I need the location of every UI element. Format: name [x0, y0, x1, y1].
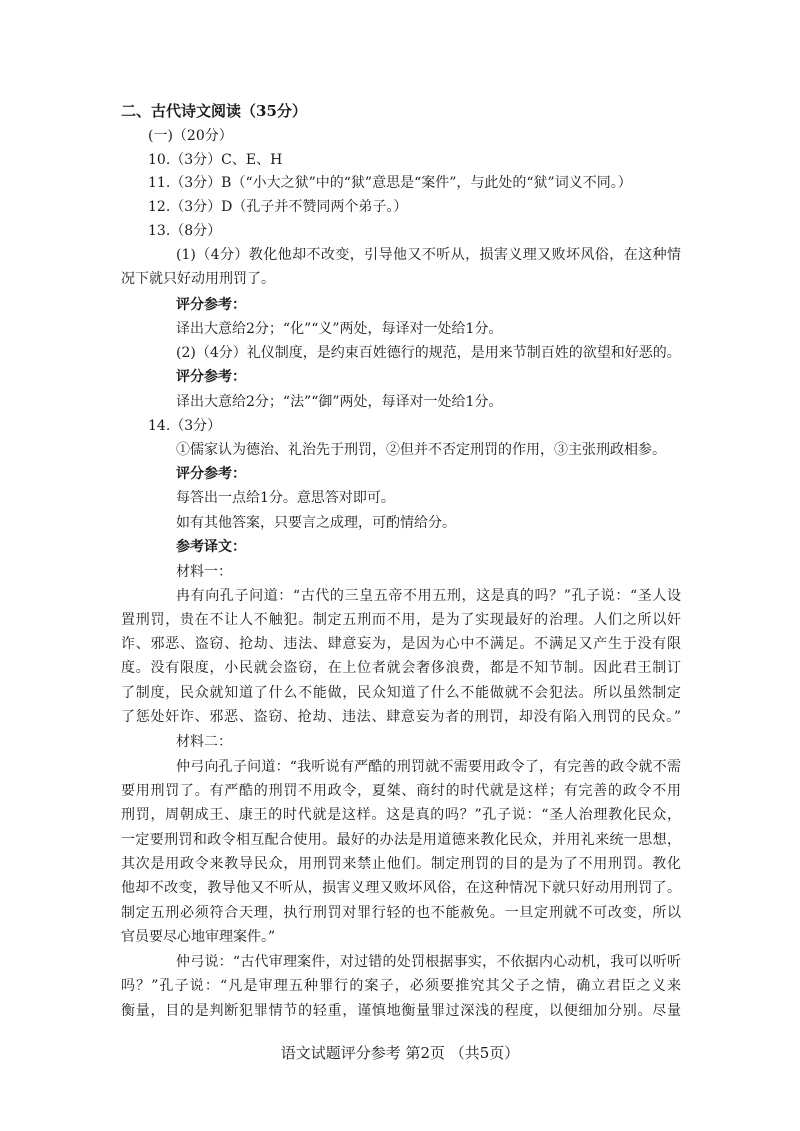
- material-2-line: 官员要尽心地审理案件。”: [121, 929, 276, 945]
- material-1-label: 材料一：: [176, 564, 232, 580]
- material-2-line: 要用刑罚了。有严酷的刑罚不用政令，夏桀、商纣的时代就是这样；有完善的政令不用: [121, 783, 681, 799]
- material-3-line: 仲弓说：“古代审理案件，对过错的处罚根据事实，不依据内心动机，我可以听听: [176, 954, 681, 970]
- material-2-line: 刑罚，周朝成王、康王的时代就是这样。这是真的吗？”孔子说：“圣人治理教化民众，: [121, 807, 681, 823]
- material-2-line: 仲弓向孔子问道：“我听说有严酷的刑罚就不需要用政令了，有完善的政令就不需: [176, 759, 681, 775]
- material-1-line: 了惩处奸诈、邪恶、盗窃、抢劫、违法、肆意妄为者的刑罚，却没有陷入刑罚的民众。”: [121, 709, 681, 725]
- answer-q12: 12.（3分）D（孔子并不赞同两个弟子。）: [148, 199, 408, 215]
- material-3-line: 吗？”孔子说：“凡是审理五种罪行的案子，必须要推究其父子之情，确立君臣之义来: [121, 978, 681, 994]
- material-2-line: 一定要刑罚和政令相互配合使用。最好的办法是用道德来教化民众，并用礼来统一思想，: [121, 832, 681, 848]
- q13-score-text-1: 译出大意给2分；“化”“义”两处，每译对一处给1分。: [176, 321, 503, 337]
- section-title: 二、古代诗文阅读（35分）: [121, 102, 307, 120]
- q13-score-ref-1: 评分参考：: [176, 297, 246, 313]
- q13-part2: (2)（4分）礼仪制度，是约束百姓德行的规范，是用来节制百姓的欲望和好恶的。: [176, 345, 681, 361]
- q14-score-ref: 评分参考：: [176, 466, 246, 482]
- answer-q13-header: 13.（8分）: [148, 223, 222, 239]
- translation-heading: 参考译文：: [176, 539, 246, 555]
- material-2-line: 其次是用政令来教导民众，用刑罚来禁止他们。制定刑罚的目的是为了不用刑罚。教化: [121, 856, 681, 872]
- sub-section-label: (一)（20分）: [148, 128, 233, 144]
- answer-q14-header: 14.（3分）: [148, 418, 222, 434]
- q14-score-text-1: 每答出一点给1分。意思答对即可。: [176, 490, 395, 506]
- material-2-line: 他却不改变，教导他又不听从，损害义理又败坏风俗，在这种情况下就只好动用刑罚了。: [121, 880, 681, 896]
- material-3-line: 衡量，目的是判断犯罪情节的轻重，谨慎地衡量罪过深浅的程度，以便细加分别。尽量: [121, 1003, 681, 1019]
- q13-part1-line1: (1)（4分）教化他却不改变，引导他又不听从，损害义理又败坏风俗，在这种情: [176, 247, 681, 263]
- material-1-line: 诈、邪恶、盗窃、抢劫、违法、肆意妄为，是因为心中不满足。不满足又产生于没有限: [121, 636, 681, 652]
- material-2-line: 制定五刑必须符合天理，执行刑罚对罪行轻的也不能赦免。一旦定刑就不可改变，所以: [121, 905, 681, 921]
- material-1-line: 了制度，民众就知道了什么不能做，民众知道了什么不能做就不会犯法。所以虽然制定: [121, 685, 681, 701]
- answer-q10: 10.（3分）C、E、H: [148, 152, 283, 168]
- q13-part1-line2: 况下就只好动用刑罚了。: [121, 271, 275, 287]
- page-footer: 语文试题评分参考 第2页 （共5页）: [280, 1044, 520, 1062]
- material-1-line: 置刑罚，贵在不让人不触犯。制定五刑而不用，是为了实现最好的治理。人们之所以奸: [121, 612, 681, 628]
- q13-score-ref-2: 评分参考：: [176, 369, 246, 385]
- q14-answer: ①儒家认为德治、礼治先于刑罚，②但并不否定刑罚的作用，③主张刑政相参。: [176, 442, 666, 458]
- material-1-line: 冉有向孔子问道：“古代的三皇五帝不用五刑，这是真的吗？”孔子说：“圣人设: [176, 588, 681, 604]
- answer-q11: 11.（3分）B（“小大之狱”中的“狱”意思是“案件”，与此处的“狱”词义不同。）: [148, 175, 632, 191]
- material-2-label: 材料二：: [176, 734, 232, 750]
- material-1-line: 度。没有限度，小民就会盗窃，在上位者就会奢侈浪费，都是不知节制。因此君王制订: [121, 660, 681, 676]
- q13-score-text-2: 译出大意给2分；“法”“御”两处，每译对一处给1分。: [176, 394, 503, 410]
- q14-score-text-2: 如有其他答案，只要言之成理，可酌情给分。: [176, 515, 456, 531]
